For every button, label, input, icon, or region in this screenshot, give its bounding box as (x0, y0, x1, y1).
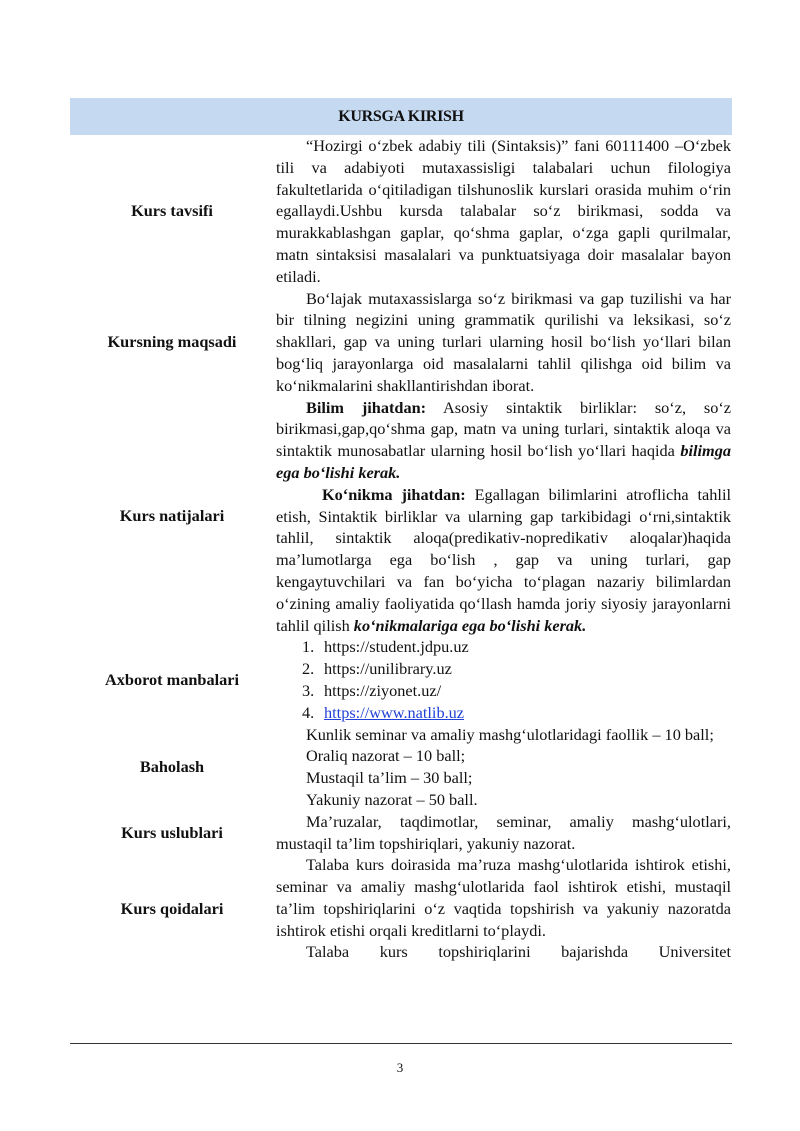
course-intro-table (70, 98, 732, 963)
row-kurs-tavsifi (70, 135, 732, 288)
row-kurs-natijalari (70, 397, 732, 637)
row-label: Kurs natijalari (119, 506, 225, 526)
paragraph-bilim (276, 397, 731, 484)
list-number: 3. (302, 680, 315, 700)
konikma-conclusion: ko‘nikmalariga ega bo‘lishi kerak. (353, 615, 587, 635)
table-bottom-border (70, 1043, 732, 1044)
source-text: https://unilibrary.uz (324, 659, 452, 679)
grading-line: Mustaqil ta’lim – 30 ball; (306, 768, 473, 788)
row-kursning-maqsadi (70, 288, 732, 397)
source-link[interactable]: https://www.natlib.uz (324, 702, 465, 722)
row-label: Kurs uslublari (121, 822, 223, 842)
grading-line: Kunlik seminar va amaliy mashg‘ulotlaridagi faollik – 10 ball; (306, 724, 714, 744)
row-baholash (70, 724, 732, 811)
list-item (302, 702, 731, 724)
row-kurs-qoidalari (70, 854, 732, 963)
source-list (276, 636, 731, 723)
list-number: 2. (302, 659, 315, 679)
page-number: 3 (396, 1060, 404, 1075)
row-label: Axborot manbalari (104, 669, 240, 689)
paragraph: Ma’ruzalar, taqdimotlar, seminar, amaliy mashg‘ulotlari, mustaqil ta’lim topshiriqlari, yakuniy nazorat. (276, 811, 731, 853)
row-axborot-manbalari (70, 636, 732, 723)
paragraph: Bo‘lajak mutaxassislarga so‘z birikmasi va gap tuzilishi va har bir tilning negizini uning grammatik qurilishi va leksikasi, so‘z shakllari, gap va uning turlari ularning hosil bo‘lish yo‘llari bilan bog‘liq jarayonlarga oid masalalarni tahlil qilishga oid bilim va ko‘nikmalarini shakllantirishdan iborat. (276, 288, 731, 395)
row-content (276, 636, 731, 723)
bilim-heading: Bilim jihatdan: (306, 397, 427, 417)
list-number: 1. (302, 637, 315, 657)
row-label: Kurs qoidalari (120, 898, 224, 918)
row-label: Kurs tavsifi (131, 201, 213, 221)
konikma-heading: Ko‘nikma jihatdan: (322, 484, 466, 504)
source-text: https://ziyonet.uz/ (324, 680, 442, 700)
row-label: Baholash (139, 757, 205, 777)
list-item (302, 636, 731, 658)
row-content (276, 288, 731, 397)
paragraph-konikma (276, 484, 731, 637)
source-text: https://student.jdpu.uz (324, 637, 469, 657)
konikma-text: Egallagan bilimlarini atroflicha tahlil etish, Sintaktik birliklar va ularning gap tarkibidagi o‘rni,sintaktik tahlil, sintaktik aloqa(predikativ-nopredikativ aloqalar)haqida ma’lumotlarga ega bo‘lish , gap va uning turlari, gap kengaytuvchilari va fan bo‘yicha to‘plagan nazariy bilimlardan o‘zining amaliy faoliyatida qo‘llash hamda joriy siyosiy jarayonlarni tahlil qilish (276, 484, 731, 635)
list-item (302, 680, 731, 702)
row-content (276, 135, 731, 288)
row-content (276, 854, 731, 963)
list-number: 4. (302, 702, 315, 722)
grading-line: Oraliq nazorat – 10 ball; (306, 746, 466, 766)
bilim-text: Asosiy sintaktik birliklar: so‘z, so‘z birikmasi,gap,qo‘shma gap, matn va uning turlari, sintaktik aloqa va sintaktik munosabatlar ularning hosil bo‘lish yo‘llari haqida (276, 397, 731, 461)
bilim-conclusion: bilimga ega bo‘lishi kerak. (276, 441, 731, 482)
row-label: Kursning maqsadi (107, 332, 237, 352)
grading-line: Yakuniy nazorat – 50 ball. (306, 789, 478, 809)
paragraph-continued: Talaba kurs topshiriqlarini bajarishda Universitet (306, 942, 731, 962)
paragraph: “Hozirgi o‘zbek adabiy tili (Sintaksis)” fani 60111400 –O‘zbek tili va adabiyoti mutaxassisligi talabalari uchun filologiya fakultetlarida o‘qitiladigan tilshunoslik kurslari orasida muhim o‘rin egallaydi.Ushbu kursda talabalar so‘z birikmasi, sodda va murakkablashgan gaplar, qo‘shma gaplar, o‘zga gapli qurilmalar, matn sintaksisi masalalari va punktuatsiyaga doir masalalar bayon etiladi. (276, 136, 731, 286)
row-content (276, 811, 731, 855)
paragraph: Talaba kurs doirasida ma’ruza mashg‘ulotlarida ishtirok etishi, seminar va amaliy mashg‘ulotlarida faol ishtirok etishi, mustaqil ta’lim topshiriqlarini o‘z vaqtida topshirish va yakuniy nazoratda ishtirok etishi orqali kreditlarni to‘playdi. (276, 855, 731, 940)
row-content (276, 397, 731, 637)
table-header: KURSGA KIRISH (70, 98, 732, 135)
row-kurs-uslublari (70, 811, 732, 855)
list-item (302, 658, 731, 680)
row-content (276, 724, 731, 811)
